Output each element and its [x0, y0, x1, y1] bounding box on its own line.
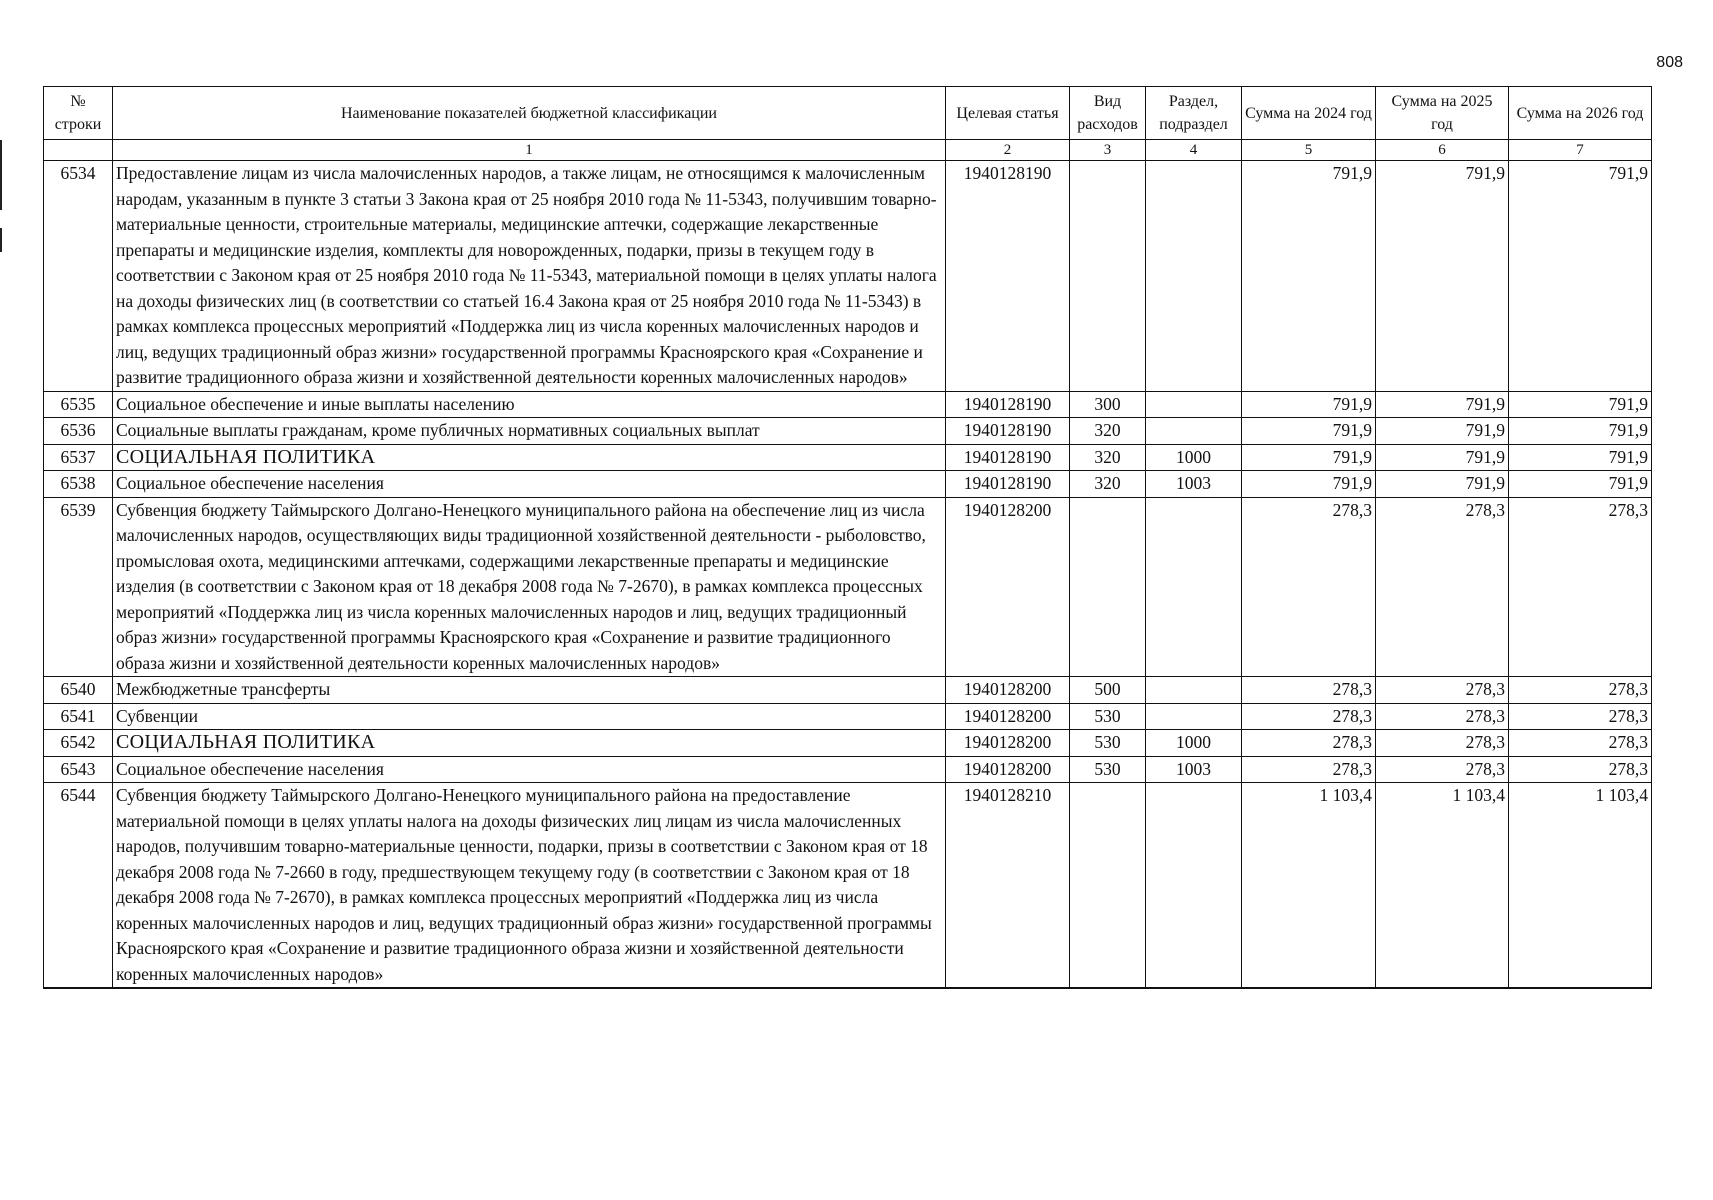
column-number — [44, 140, 113, 161]
row-sum-2025: 1 103,4 — [1376, 783, 1509, 989]
row-sum-2026: 278,3 — [1509, 677, 1652, 704]
row-target-code: 1940128200 — [946, 703, 1070, 730]
row-sum-2024: 278,3 — [1242, 703, 1376, 730]
margin-mark — [0, 140, 2, 210]
row-sum-2025: 278,3 — [1376, 677, 1509, 704]
row-number: 6544 — [44, 783, 113, 989]
row-name: Социальное обеспечение населения — [113, 471, 946, 498]
budget-table — [43, 86, 1652, 989]
row-name: Социальное обеспечение и иные выплаты населению — [113, 391, 946, 418]
header-expense-type: Вид расходов — [1070, 87, 1146, 140]
row-name: Социальное обеспечение населения — [113, 756, 946, 783]
table-row — [44, 730, 1652, 757]
row-sum-2026: 278,3 — [1509, 730, 1652, 757]
table-row — [44, 471, 1652, 498]
row-expense-type: 320 — [1070, 471, 1146, 498]
row-expense-type: 530 — [1070, 730, 1146, 757]
row-target-code: 1940128200 — [946, 756, 1070, 783]
row-number: 6540 — [44, 677, 113, 704]
row-name: Межбюджетные трансферты — [113, 677, 946, 704]
column-number: 5 — [1242, 140, 1376, 161]
row-name: СОЦИАЛЬНАЯ ПОЛИТИКА — [113, 444, 946, 471]
row-sum-2025: 791,9 — [1376, 161, 1509, 392]
table-row — [44, 497, 1652, 677]
row-section: 1000 — [1146, 730, 1242, 757]
table-row — [44, 703, 1652, 730]
row-expense-type — [1070, 161, 1146, 392]
row-section: 1003 — [1146, 756, 1242, 783]
column-number: 6 — [1376, 140, 1509, 161]
row-sum-2026: 278,3 — [1509, 497, 1652, 677]
row-sum-2024: 278,3 — [1242, 677, 1376, 704]
row-section — [1146, 497, 1242, 677]
row-expense-type: 320 — [1070, 418, 1146, 445]
header-name: Наименование показателей бюджетной классификации — [113, 87, 946, 140]
column-number: 4 — [1146, 140, 1242, 161]
table-row — [44, 161, 1652, 392]
row-target-code: 1940128190 — [946, 418, 1070, 445]
table-row — [44, 677, 1652, 704]
row-sum-2024: 1 103,4 — [1242, 783, 1376, 989]
row-sum-2025: 278,3 — [1376, 703, 1509, 730]
row-target-code: 1940128190 — [946, 444, 1070, 471]
row-sum-2024: 791,9 — [1242, 418, 1376, 445]
row-sum-2024: 791,9 — [1242, 444, 1376, 471]
row-expense-type: 530 — [1070, 756, 1146, 783]
row-sum-2026: 278,3 — [1509, 756, 1652, 783]
row-sum-2024: 791,9 — [1242, 391, 1376, 418]
row-name: Социальные выплаты гражданам, кроме публичных нормативных социальных выплат — [113, 418, 946, 445]
row-expense-type: 320 — [1070, 444, 1146, 471]
column-number: 7 — [1509, 140, 1652, 161]
row-expense-type: 500 — [1070, 677, 1146, 704]
row-target-code: 1940128190 — [946, 391, 1070, 418]
row-sum-2026: 791,9 — [1509, 444, 1652, 471]
row-sum-2024: 791,9 — [1242, 161, 1376, 392]
row-number: 6538 — [44, 471, 113, 498]
table-row — [44, 756, 1652, 783]
table-row — [44, 444, 1652, 471]
row-number: 6541 — [44, 703, 113, 730]
row-sum-2024: 278,3 — [1242, 756, 1376, 783]
row-section — [1146, 677, 1242, 704]
row-section — [1146, 783, 1242, 989]
row-section — [1146, 161, 1242, 392]
row-expense-type — [1070, 497, 1146, 677]
header-row-no: № строки — [44, 87, 113, 140]
row-section: 1003 — [1146, 471, 1242, 498]
table-row — [44, 418, 1652, 445]
row-sum-2025: 791,9 — [1376, 391, 1509, 418]
row-name: Субвенция бюджету Таймырского Долгано-Ненецкого муниципального района на предоставление материальной помощи в целях уплаты налога на доходы физических лиц лицам из числа малочисленных народов, получившим товарно-материальные ценности, подарки, призы в соответствии с Законом края от 18 декабря 2008 года № 7-2660 в году, предшествующем текущему году (в соответствии с Законом края от 18 декабря 2008 года № 7-2670), в рамках комплекса процессных мероприятий «Поддержка лиц из числа коренных малочисленных народов и лиц, ведущих традиционный образ жизни» государственной программы Красноярского края «Сохранение и развитие традиционного образа жизни и хозяйственной деятельности коренных малочисленных народов» — [113, 783, 946, 989]
row-expense-type — [1070, 783, 1146, 989]
row-name: Субвенция бюджету Таймырского Долгано-Ненецкого муниципального района на обеспечение лиц из числа малочисленных народов, осуществляющих виды традиционной хозяйственной деятельности - рыболовство, промысловая охота, медицинскими аптечками, содержащими лекарственные препараты и медицинские изделия (в соответствии с Законом края от 18 декабря 2008 года № 7-2670), в рамках комплекса процессных мероприятий «Поддержка лиц из числа коренных малочисленных народов и лиц, ведущих традиционный образ жизни» государственной программы Красноярского края «Сохранение и развитие традиционного образа жизни и хозяйственной деятельности коренных малочисленных народов» — [113, 497, 946, 677]
row-number: 6539 — [44, 497, 113, 677]
row-target-code: 1940128200 — [946, 497, 1070, 677]
header-sum-2024: Сумма на 2024 год — [1242, 87, 1376, 140]
row-target-code: 1940128190 — [946, 471, 1070, 498]
row-sum-2025: 791,9 — [1376, 444, 1509, 471]
row-name: СОЦИАЛЬНАЯ ПОЛИТИКА — [113, 730, 946, 757]
row-number: 6537 — [44, 444, 113, 471]
row-sum-2025: 791,9 — [1376, 418, 1509, 445]
header-target: Целевая статья — [946, 87, 1070, 140]
header-sum-2026: Сумма на 2026 год — [1509, 87, 1652, 140]
column-number: 2 — [946, 140, 1070, 161]
row-section: 1000 — [1146, 444, 1242, 471]
row-sum-2026: 278,3 — [1509, 703, 1652, 730]
row-sum-2026: 791,9 — [1509, 418, 1652, 445]
margin-mark — [0, 228, 2, 252]
table-row — [44, 391, 1652, 418]
row-target-code: 1940128200 — [946, 677, 1070, 704]
row-sum-2026: 791,9 — [1509, 161, 1652, 392]
row-sum-2026: 791,9 — [1509, 471, 1652, 498]
row-expense-type: 530 — [1070, 703, 1146, 730]
row-section — [1146, 391, 1242, 418]
row-name: Предоставление лицам из числа малочисленных народов, а также лицам, не относящимся к малочисленным народам, указанным в пункте 3 статьи 3 Закона края от 25 ноября 2010 года № 11-5343, получившим товарно-материальные ценности, строительные материалы, медицинские аптечки, содержащие лекарственные препараты и медицинские изделия, комплекты для новорожденных, подарки, призы в текущем году в соответствии с Законом края от 25 ноября 2010 года № 11-5343, материальной помощи в целях уплаты налога на доходы физических лиц (в соответствии со статьей 16.4 Закона края от 25 ноября 2010 года № 11-5343) в рамках комплекса процессных мероприятий «Поддержка лиц из числа коренных малочисленных народов и лиц, ведущих традиционный образ жизни» государственной программы Красноярского края «Сохранение и развитие традиционного образа жизни и хозяйственной деятельности коренных малочисленных народов» — [113, 161, 946, 392]
row-number: 6535 — [44, 391, 113, 418]
column-number: 3 — [1070, 140, 1146, 161]
row-number: 6534 — [44, 161, 113, 392]
row-section — [1146, 703, 1242, 730]
row-sum-2025: 278,3 — [1376, 756, 1509, 783]
row-number: 6536 — [44, 418, 113, 445]
row-target-code: 1940128210 — [946, 783, 1070, 989]
row-sum-2024: 278,3 — [1242, 730, 1376, 757]
row-sum-2025: 791,9 — [1376, 471, 1509, 498]
row-name: Субвенции — [113, 703, 946, 730]
row-target-code: 1940128200 — [946, 730, 1070, 757]
row-number: 6542 — [44, 730, 113, 757]
header-sum-2025: Сумма на 2025 год — [1376, 87, 1509, 140]
row-sum-2024: 278,3 — [1242, 497, 1376, 677]
column-number: 1 — [113, 140, 946, 161]
row-number: 6543 — [44, 756, 113, 783]
row-sum-2026: 1 103,4 — [1509, 783, 1652, 989]
row-sum-2025: 278,3 — [1376, 497, 1509, 677]
row-section — [1146, 418, 1242, 445]
row-expense-type: 300 — [1070, 391, 1146, 418]
table-row — [44, 783, 1652, 989]
row-sum-2026: 791,9 — [1509, 391, 1652, 418]
row-sum-2024: 791,9 — [1242, 471, 1376, 498]
header-section: Раздел, подраздел — [1146, 87, 1242, 140]
row-sum-2025: 278,3 — [1376, 730, 1509, 757]
row-target-code: 1940128190 — [946, 161, 1070, 392]
page-number: 808 — [1656, 54, 1683, 71]
